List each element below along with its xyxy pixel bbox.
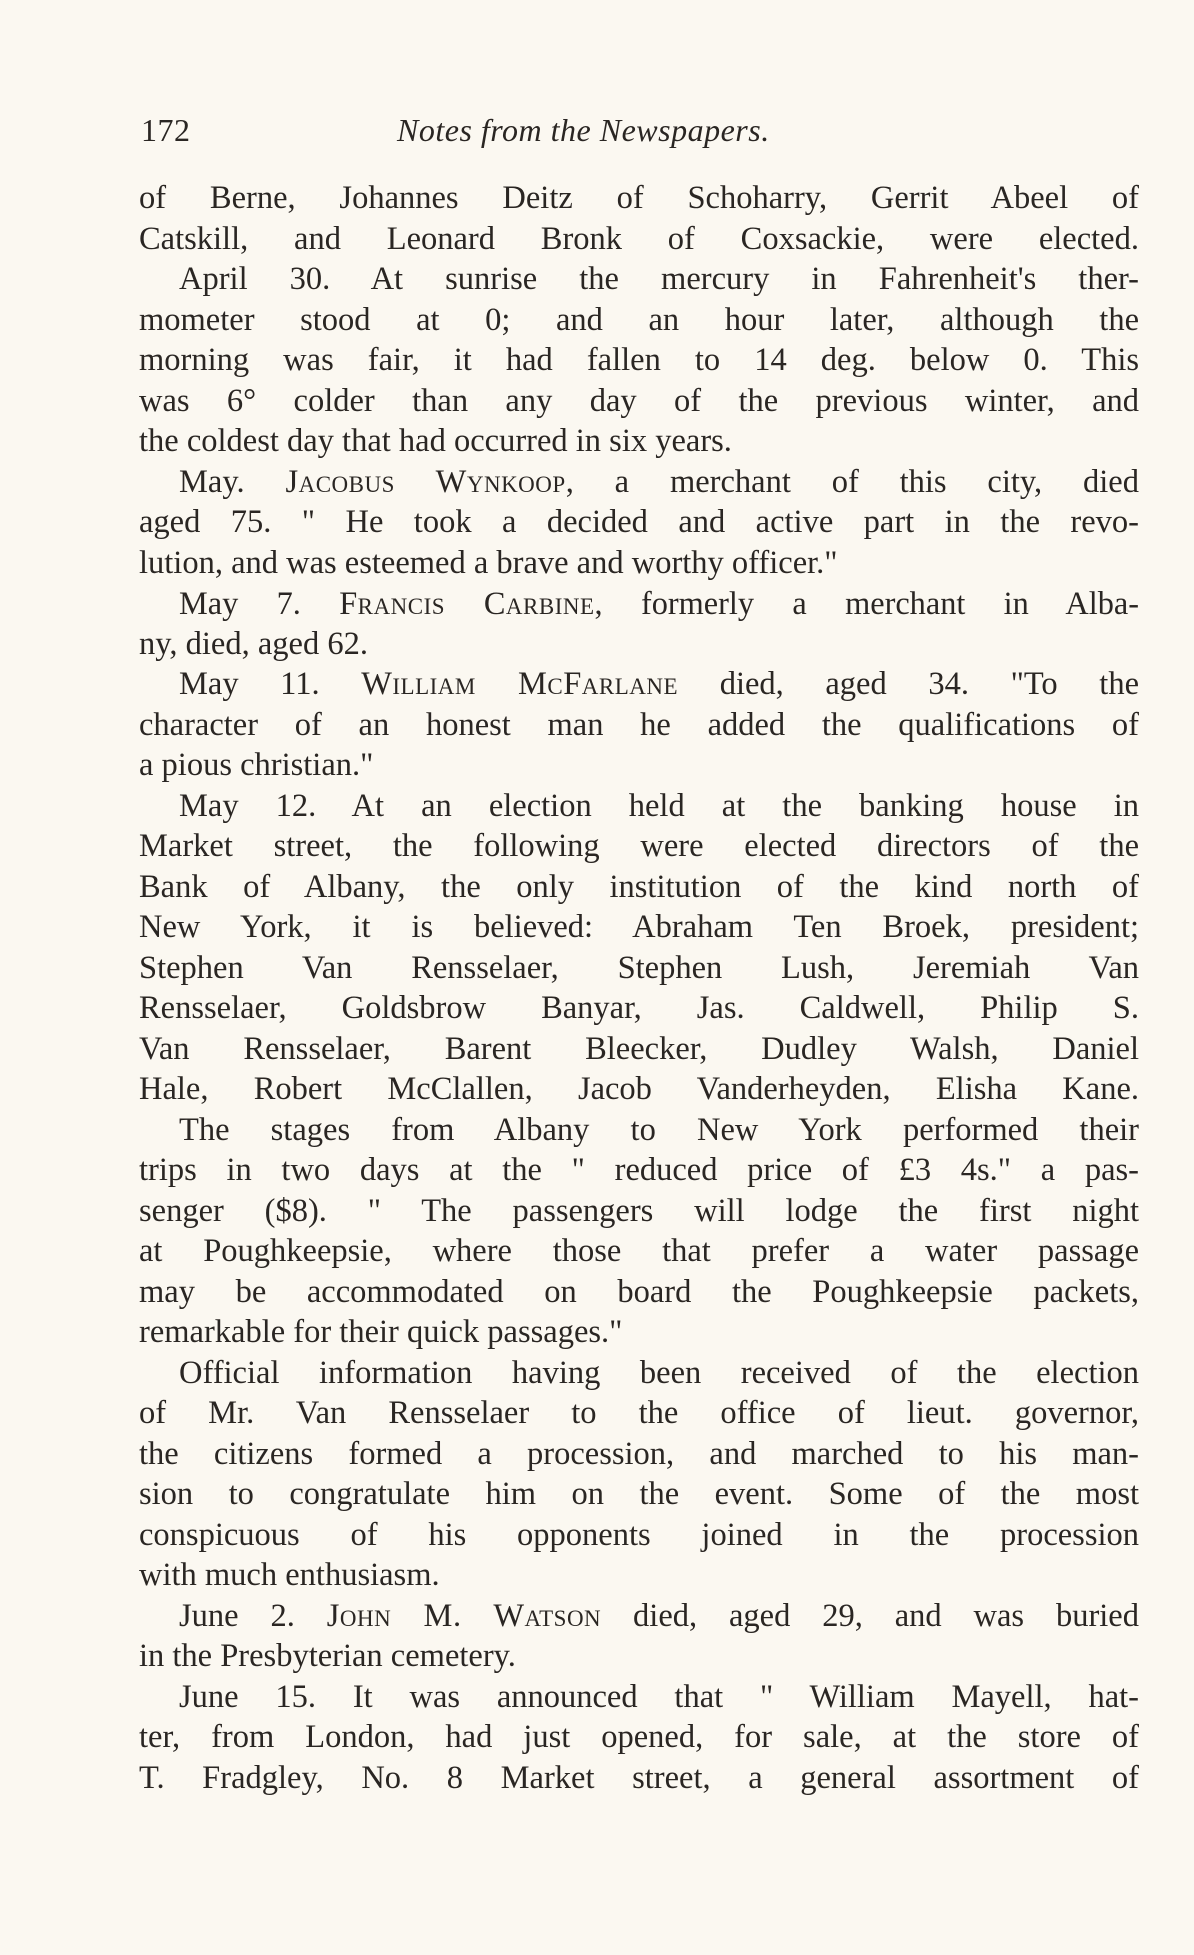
- text-line: [139, 867, 1139, 908]
- text-line: [139, 1272, 1139, 1313]
- text-segment: of Mr. Van Rensselaer to the office of lieut. governor,: [139, 1395, 1139, 1431]
- text-segment: died, aged 29, and was buried: [601, 1597, 1139, 1634]
- text-segment: The stages from Albany to New York performed their: [179, 1111, 1139, 1148]
- running-title: Notes from the Newspapers.: [397, 112, 770, 148]
- text-segment: ter, from London, had just opened, for sale, at the store of: [139, 1719, 1139, 1755]
- text-line: [139, 1231, 1139, 1272]
- text-segment: Official information having been received of the election: [179, 1354, 1139, 1391]
- text-line: [139, 1191, 1139, 1232]
- text-line: [139, 1555, 1139, 1596]
- person-name: John M. Watson: [326, 1597, 602, 1634]
- text-segment: the citizens formed a procession, and marched to his man-: [139, 1435, 1139, 1472]
- text-segment: conspicuous of his opponents joined in the procession: [139, 1516, 1139, 1553]
- text-segment: New York, it is believed: Abraham Ten Broek, president;: [139, 909, 1139, 945]
- text-segment: June 15. It was announced that " William Mayell, hat-: [179, 1678, 1139, 1715]
- text-segment: sion to congratulate him on the event. Some of the most: [139, 1476, 1139, 1512]
- text-line: [139, 421, 1139, 462]
- text-line: [139, 907, 1139, 948]
- text-line: [139, 462, 1139, 503]
- text-segment: trips in two days at the " reduced price of £3 4s." a pas-: [139, 1152, 1139, 1188]
- text-line: [139, 948, 1139, 989]
- text-segment: April 30. At sunrise the mercury in Fahrenheit's ther-: [179, 261, 1139, 297]
- text-segment: died, aged 34. "To the: [678, 666, 1139, 702]
- text-line: [139, 1069, 1139, 1110]
- text-line: [139, 705, 1139, 746]
- text-segment: remarkable for their quick passages.": [139, 1314, 623, 1350]
- text-line: [139, 178, 1139, 219]
- text-line: [139, 1312, 1139, 1353]
- text-line: [139, 1474, 1139, 1515]
- text-segment: Bank of Albany, the only institution of the kind north of: [139, 868, 1139, 905]
- text-segment: , formerly a merchant in Alba-: [594, 585, 1139, 621]
- text-line: [139, 1636, 1139, 1677]
- text-segment: morning was fair, it had fallen to 14 deg. below 0. This: [139, 342, 1139, 378]
- page-number: 172: [141, 112, 191, 148]
- text-line: [139, 1110, 1139, 1151]
- text-segment: May 12. At an election held at the banking house in: [179, 787, 1139, 824]
- text-segment: may be accommodated on board the Poughkeepsie packets,: [139, 1273, 1139, 1310]
- text-segment: May 11.: [179, 666, 362, 702]
- text-segment: senger ($8). " The passengers will lodge the first night: [139, 1192, 1139, 1229]
- text-line: [139, 543, 1139, 584]
- text-segment: June 2.: [179, 1597, 327, 1634]
- text-line: [139, 1150, 1139, 1191]
- body-text: [139, 178, 1139, 1798]
- text-segment: Market street, the following were elected directors of the: [139, 828, 1139, 864]
- text-segment: the coldest day that had occurred in six years.: [139, 423, 732, 459]
- text-line: [139, 624, 1139, 665]
- text-segment: May.: [179, 463, 286, 500]
- text-segment: T. Fradgley, No. 8 Market street, a general assortment of: [139, 1759, 1139, 1796]
- text-line: [139, 340, 1139, 381]
- text-line: [139, 745, 1139, 786]
- person-name: Jacobus Wynkoop: [285, 463, 566, 500]
- page-header: [141, 112, 1141, 156]
- text-line: [139, 1717, 1139, 1758]
- text-segment: May 7.: [179, 585, 340, 621]
- text-segment: with much enthusiasm.: [139, 1557, 440, 1593]
- text-line: [139, 1393, 1139, 1434]
- text-line: [139, 988, 1139, 1029]
- text-line: [139, 583, 1139, 624]
- text-segment: Rensselaer, Goldsbrow Banyar, Jas. Caldwell, Philip S.: [139, 990, 1139, 1026]
- text-segment: Hale, Robert McClallen, Jacob Vanderheyden, Elisha Kane.: [139, 1071, 1139, 1107]
- text-line: [139, 1758, 1139, 1799]
- text-line: [139, 1434, 1139, 1475]
- text-line: [139, 219, 1139, 260]
- text-line: [139, 502, 1139, 543]
- text-segment: of Berne, Johannes Deitz of Schoharry, Gerrit Abeel of: [139, 180, 1139, 216]
- text-segment: Catskill, and Leonard Bronk of Coxsackie, were elected.: [139, 220, 1139, 257]
- text-line: [139, 1596, 1139, 1637]
- text-segment: lution, and was esteemed a brave and worthy officer.": [139, 544, 838, 581]
- text-line: [139, 1029, 1139, 1070]
- text-line: [139, 786, 1139, 827]
- text-line: [139, 1677, 1139, 1718]
- person-name: Francis Carbine: [339, 585, 595, 621]
- text-segment: a pious christian.": [139, 747, 374, 783]
- text-line: [139, 259, 1139, 300]
- text-line: [139, 1515, 1139, 1556]
- text-segment: aged 75. " He took a decided and active part in the revo-: [139, 504, 1139, 540]
- text-segment: at Poughkeepsie, where those that prefer a water passage: [139, 1233, 1139, 1269]
- text-segment: in the Presbyterian cemetery.: [139, 1638, 516, 1674]
- text-segment: mometer stood at 0; and an hour later, although the: [139, 301, 1139, 338]
- text-segment: was 6° colder than any day of the previous winter, and: [139, 382, 1139, 419]
- text-segment: Stephen Van Rensselaer, Stephen Lush, Jeremiah Van: [139, 949, 1139, 986]
- text-line: [139, 664, 1139, 705]
- text-line: [139, 826, 1139, 867]
- text-segment: Van Rensselaer, Barent Bleecker, Dudley Walsh, Daniel: [139, 1030, 1139, 1067]
- person-name: William McFarlane: [361, 666, 679, 702]
- text-segment: ny, died, aged 62.: [139, 625, 368, 662]
- text-line: [139, 300, 1139, 341]
- text-segment: , a merchant of this city, died: [565, 463, 1139, 500]
- text-line: [139, 1353, 1139, 1394]
- text-segment: character of an honest man he added the qualifications of: [139, 706, 1139, 743]
- text-line: [139, 381, 1139, 422]
